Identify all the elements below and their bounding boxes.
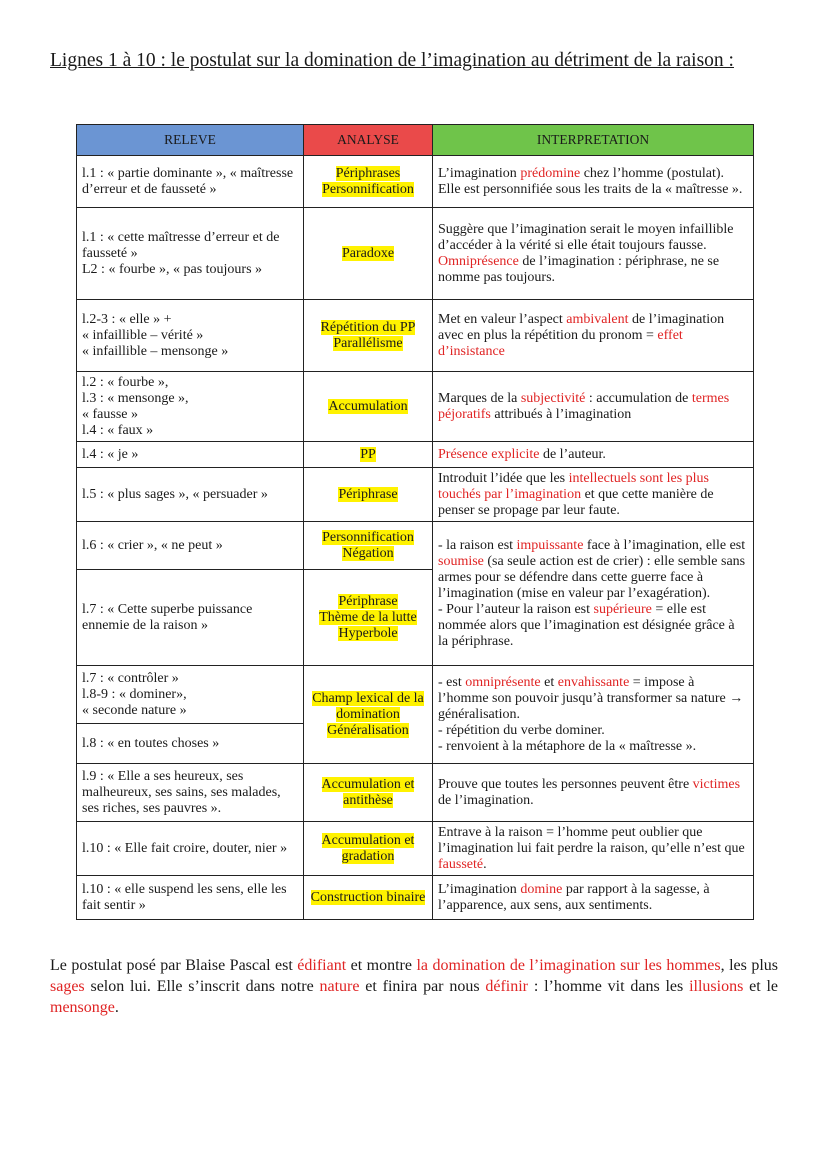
text-segment: de l’auteur.: [539, 446, 606, 462]
emphasis-text: supérieure: [593, 601, 652, 617]
text-segment: Marques de la: [438, 390, 521, 406]
interpretation-cell: [433, 764, 754, 822]
releve-line: l.2 : « fourbe »,: [82, 374, 169, 390]
text-segment: attribués à l’imagination: [490, 406, 632, 422]
emphasis-text: prédomine: [520, 165, 581, 181]
releve-cell: [77, 300, 304, 372]
table-row: [77, 442, 754, 468]
header-releve: RELEVE: [77, 125, 304, 156]
releve-cell: [77, 822, 304, 876]
text-segment: - Pour l’auteur la raison est: [438, 601, 594, 617]
conclusion-paragraph: [50, 955, 778, 1018]
analyse-term: Paradoxe: [341, 245, 395, 261]
emphasis-text: illusions: [689, 978, 744, 995]
emphasis-text: mensonge: [50, 999, 115, 1016]
releve-cell: [77, 468, 304, 522]
analyse-term: PP: [360, 446, 376, 462]
page-title: Lignes 1 à 10 : le postulat sur la domination de l’imagination au détriment de la raison :: [50, 50, 734, 71]
text-segment: - est: [438, 674, 466, 690]
emphasis-text: effet d’insistance: [438, 327, 683, 359]
text-segment: L’imagination: [438, 165, 521, 181]
releve-line: l.4 : « faux »: [82, 422, 154, 438]
analyse-term: Parallélisme: [333, 335, 403, 351]
releve-cell: [77, 724, 304, 764]
analyse-cell: [304, 876, 433, 920]
analyse-cell: [304, 570, 433, 666]
text-segment: = impose à l’homme son pouvoir jusqu’à transformer sa nature → généralisation.: [438, 674, 744, 722]
text-segment: chez l’homme (postulat). Elle est personnifiée sous les traits de la « maîtresse ».: [438, 165, 743, 197]
analyse-term: Thème de la lutte: [319, 609, 417, 625]
text-segment: : accumulation de: [585, 390, 692, 406]
releve-line: l.8 : « en toutes choses »: [82, 735, 220, 751]
analyse-term: Accumulation et antithèse: [321, 776, 415, 808]
analyse-cell: [304, 468, 433, 522]
interpretation-cell: [433, 522, 754, 666]
analyse-term: Périphrases: [335, 165, 401, 181]
emphasis-text: nature: [319, 978, 360, 995]
table-row: [77, 372, 754, 442]
text-segment: et: [540, 674, 558, 690]
table-row: [77, 208, 754, 300]
releve-cell: [77, 666, 304, 724]
analyse-cell: [304, 522, 433, 570]
table-row: [77, 156, 754, 208]
table-row: [77, 876, 754, 920]
text-segment: de l’imagination : périphrase, ne se nomme pas toujours.: [438, 253, 720, 285]
text-segment: Le postulat posé par Blaise Pascal est: [50, 957, 298, 974]
text-segment: Prouve que toutes les personnes peuvent être: [438, 776, 693, 792]
text-segment: Suggère que l’imagination serait le moyen infaillible d’accéder à la vérité si elle était toujours fausse.: [438, 221, 734, 253]
releve-line: l.7 : « contrôler »: [82, 670, 179, 686]
analysis-table: [76, 124, 754, 920]
emphasis-text: Présence explicite: [438, 446, 540, 462]
releve-line: l.10 : « Elle fait croire, douter, nier »: [82, 840, 288, 856]
table-row: [77, 666, 754, 724]
text-segment: .: [114, 999, 119, 1016]
interpretation-cell: [433, 822, 754, 876]
text-segment: Met en valeur l’aspect: [438, 311, 567, 327]
interpretation-cell: [433, 468, 754, 522]
text-segment: et finira par nous: [359, 978, 486, 995]
analyse-term: Négation: [342, 545, 394, 561]
analyse-cell: [304, 764, 433, 822]
releve-line: l.1 : « cette maîtresse d’erreur et de fausseté »: [82, 229, 280, 261]
releve-line: l.6 : « crier », « ne peut »: [82, 537, 223, 553]
text-segment: - répétition du verbe dominer.: [438, 722, 605, 738]
text-segment: , les plus: [720, 957, 778, 974]
interpretation-cell: [433, 442, 754, 468]
analyse-term: Hyperbole: [338, 625, 398, 641]
text-segment: - la raison est: [438, 537, 517, 553]
analyse-term: Périphrase: [338, 486, 398, 502]
header-interpretation: INTERPRETATION: [433, 125, 754, 156]
releve-cell: [77, 208, 304, 300]
text-segment: par rapport à la sagesse, à l’apparence, aux sens, aux sentiments.: [438, 881, 710, 913]
analyse-term: Personnification: [322, 529, 414, 545]
releve-line: l.1 : « partie dominante », « maîtresse d’erreur et de fausseté »: [82, 165, 294, 197]
analyse-cell: [304, 822, 433, 876]
interpretation-cell: [433, 208, 754, 300]
analyse-term: Construction binaire: [310, 889, 426, 905]
releve-cell: [77, 764, 304, 822]
releve-line: l.10 : « elle suspend les sens, elle les fait sentir »: [82, 881, 287, 913]
emphasis-text: impuissante: [516, 537, 584, 553]
emphasis-text: Omniprésence: [438, 253, 519, 269]
releve-line: L2 : « fourbe », « pas toujours »: [82, 261, 263, 277]
text-segment: : l’homme vit dans les: [528, 978, 690, 995]
releve-line: « fausse »: [82, 406, 138, 422]
releve-line: « seconde nature »: [82, 702, 187, 718]
text-segment: face à l’imagination, elle est: [583, 537, 746, 553]
analyse-term: Accumulation: [328, 398, 408, 414]
releve-cell: [77, 442, 304, 468]
releve-line: l.5 : « plus sages », « persuader »: [82, 486, 268, 502]
text-segment: et que cette manière de penser se propage par leur faute.: [438, 486, 714, 518]
emphasis-text: termes péjoratifs: [438, 390, 730, 422]
analyse-term: Champ lexical de la domination: [312, 690, 424, 722]
releve-line: l.7 : « Cette superbe puissance ennemie de la raison »: [82, 601, 253, 633]
text-segment: de l’imagination.: [438, 792, 534, 808]
releve-cell: [77, 372, 304, 442]
releve-line: l.3 : « mensonge »,: [82, 390, 189, 406]
text-segment: .: [483, 856, 487, 872]
analyse-term: Généralisation: [327, 722, 409, 738]
interpretation-cell: [433, 156, 754, 208]
interpretation-cell: [433, 300, 754, 372]
analyse-term: Accumulation et gradation: [321, 832, 415, 864]
table-row: [77, 522, 754, 570]
table-header-row: [77, 125, 754, 156]
table-row: [77, 468, 754, 522]
text-segment: de l’imagination avec en plus la répétition du pronom =: [438, 311, 725, 343]
analyse-cell: [304, 442, 433, 468]
releve-line: l.2-3 : « elle » +: [82, 311, 172, 327]
header-analyse: ANALYSE: [304, 125, 433, 156]
text-segment: (sa seule action est de crier) : elle semble sans armes pour se défendre dans cette guerre face à l’imagination (mise en valeur par l’exagération).: [438, 553, 746, 601]
releve-line: l.8-9 : « dominer»,: [82, 686, 187, 702]
releve-cell: [77, 156, 304, 208]
analyse-cell: [304, 372, 433, 442]
text-segment: L’imagination: [438, 881, 521, 897]
analyse-term: Répétition du PP: [320, 319, 416, 335]
releve-cell: [77, 876, 304, 920]
emphasis-text: édifiant: [297, 957, 347, 974]
analyse-term: Personnification: [322, 181, 414, 197]
text-segment: - renvoient à la métaphore de la « maîtresse ».: [438, 738, 697, 754]
emphasis-text: subjectivité: [520, 390, 586, 406]
emphasis-text: envahissante: [557, 674, 630, 690]
emphasis-text: ambivalent: [566, 311, 629, 327]
releve-line: « infaillible – vérité »: [82, 327, 204, 343]
analyse-term: Périphrase: [338, 593, 398, 609]
releve-cell: [77, 522, 304, 570]
table-row: [77, 822, 754, 876]
text-segment: Introduit l’idée que les: [438, 470, 569, 486]
releve-cell: [77, 570, 304, 666]
emphasis-text: victimes: [692, 776, 741, 792]
emphasis-text: sages: [50, 978, 85, 995]
table-row: [77, 764, 754, 822]
text-segment: = elle est nommée alors que l’imagination est désignée grâce à la périphrase.: [438, 601, 735, 649]
releve-line: « infaillible – mensonge »: [82, 343, 229, 359]
analyse-cell: [304, 156, 433, 208]
emphasis-text: définir: [485, 978, 529, 995]
text-segment: et montre: [346, 957, 417, 974]
text-segment: Entrave à la raison = l’homme peut oublier que l’imagination lui fait perdre la raison, qu’elle n’est que: [438, 824, 745, 856]
emphasis-text: domine: [520, 881, 563, 897]
emphasis-text: intellectuels sont les plus touchés par l’imagination: [438, 470, 710, 502]
table-row: [77, 300, 754, 372]
interpretation-cell: [433, 876, 754, 920]
interpretation-cell: [433, 372, 754, 442]
emphasis-text: soumise: [438, 553, 484, 569]
analyse-cell: [304, 208, 433, 300]
analyse-cell: [304, 666, 433, 764]
emphasis-text: la domination de l’imagination sur les hommes: [416, 957, 721, 974]
releve-line: l.4 : « je »: [82, 446, 139, 462]
emphasis-text: omniprésente: [465, 674, 541, 690]
emphasis-text: fausseté: [438, 856, 484, 872]
text-segment: et le: [743, 978, 779, 995]
interpretation-cell: [433, 666, 754, 764]
releve-line: l.9 : « Elle a ses heureux, ses malheureux, ses sains, ses malades, ses riches, ses pauvres ».: [82, 768, 281, 816]
analyse-cell: [304, 300, 433, 372]
text-segment: selon lui. Elle s’inscrit dans notre: [84, 978, 320, 995]
